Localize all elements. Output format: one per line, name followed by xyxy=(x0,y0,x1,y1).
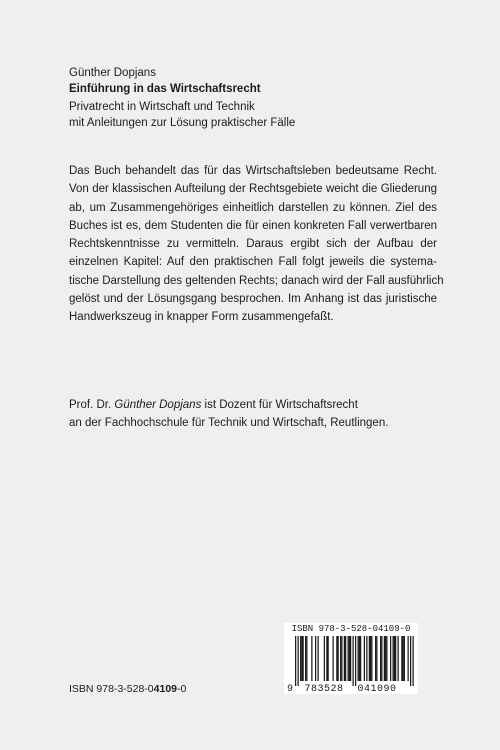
subtitle-line: mit Anleitungen zur Lösung praktischer Fälle xyxy=(69,117,296,129)
barcode-left-digits: 783528 xyxy=(304,684,344,694)
isbn-barcode xyxy=(284,623,418,694)
book-subtitle xyxy=(69,99,469,131)
bio-suffix: ist Dozent für Wirtschaftsrecht xyxy=(201,399,358,411)
barcode-bar xyxy=(384,636,385,681)
barcode-bar xyxy=(336,636,337,681)
barcode-bar xyxy=(315,636,316,681)
barcode-bar xyxy=(385,636,386,681)
barcode-bar xyxy=(398,636,399,681)
barcode-bar xyxy=(300,636,301,681)
barcode-bar xyxy=(366,636,367,681)
barcode-bar xyxy=(375,636,376,681)
barcode-bar xyxy=(380,636,381,681)
barcode-bar xyxy=(298,636,299,686)
book-header xyxy=(69,65,469,131)
description-line: Rechtskenntnisse zu vermitteln. Daraus ergibt sich der Aufbau der xyxy=(69,238,437,251)
description-line: Handwerkszeug in knapper Form zusammengefaßt. xyxy=(69,311,334,324)
barcode-bar xyxy=(358,636,359,681)
barcode-graphic xyxy=(284,635,418,694)
barcode-bar xyxy=(359,636,360,681)
barcode-bar xyxy=(408,636,409,681)
barcode-bar xyxy=(376,636,377,681)
barcode-bar xyxy=(311,636,312,681)
barcode-bar xyxy=(324,636,325,681)
barcode-bar xyxy=(303,636,304,681)
book-title: Einführung in das Wirtschaftsrecht xyxy=(69,83,261,95)
barcode-bar xyxy=(349,636,350,681)
barcode-bar xyxy=(394,636,395,681)
barcode-bar xyxy=(410,636,411,686)
description-line: Von der klassischen Aufteilung der Rechtsgebiete weicht die Gliederung xyxy=(69,183,437,196)
isbn-bold-part: 4109 xyxy=(153,683,177,695)
barcode-bar xyxy=(395,636,396,681)
bio-prefix: Prof. Dr. xyxy=(69,399,115,411)
barcode-isbn-text: ISBN 978-3-528-04109-0 xyxy=(291,624,411,634)
barcode-first-digit: 9 xyxy=(287,684,294,694)
description-line: Das Buch behandelt das für das Wirtschaftsleben bedeutsame Recht. xyxy=(69,165,437,177)
barcode-bar xyxy=(305,636,306,681)
barcode-bars xyxy=(295,636,414,686)
isbn-label xyxy=(69,683,186,695)
barcode-bar xyxy=(344,636,345,681)
description-line: ab, um Zusammengehöriges einheitlich darstellen zu können. Ziel des xyxy=(69,201,437,214)
description-line: gelöst und der Lösungsgang besprochen. Im Anhang ist das juristische xyxy=(69,293,437,306)
barcode-bar xyxy=(364,636,365,681)
author-bio xyxy=(69,396,449,432)
isbn-prefix: ISBN 978-3-528-0 xyxy=(69,683,154,695)
barcode-bar xyxy=(386,636,387,681)
barcode-bar xyxy=(370,636,371,681)
bio-line-2: an der Fachhochschule für Technik und Wirtschaft, Reutlingen. xyxy=(69,417,389,429)
barcode-bar xyxy=(355,636,356,686)
isbn-suffix: -0 xyxy=(177,683,187,695)
bio-line-1 xyxy=(69,396,449,414)
barcode-bar xyxy=(348,636,349,681)
barcode-bar xyxy=(295,636,296,686)
barcode-bar xyxy=(301,636,302,681)
author-name: Günther Dopjans xyxy=(69,67,156,79)
barcode-bar xyxy=(338,636,339,681)
barcode-bar xyxy=(404,636,405,681)
barcode-bar xyxy=(413,636,414,686)
barcode-bar xyxy=(371,636,372,681)
barcode-bar xyxy=(333,636,334,681)
barcode-bar xyxy=(403,636,404,681)
description-line: einzelnen Kapitel: Auf den praktischen Fall folgt jeweils die systema- xyxy=(69,256,437,269)
barcode-bar xyxy=(345,636,346,681)
subtitle-line: Privatrecht in Wirtschaft und Technik xyxy=(69,101,255,113)
book-description xyxy=(69,162,444,327)
barcode-bar xyxy=(326,636,327,681)
description-line: Buches ist es, dem Studenten die für einen konkreten Fall verwertbaren xyxy=(69,219,437,232)
description-line: tische Darstellung des geltenden Rechts; danach wird der Fall ausführlich xyxy=(69,274,444,287)
barcode-bar xyxy=(318,636,319,681)
barcode-right-digits: 041090 xyxy=(357,684,397,694)
barcode-bar xyxy=(350,636,351,681)
barcode-bar xyxy=(381,636,382,681)
barcode-bar xyxy=(393,636,394,681)
barcode-bar xyxy=(369,636,370,681)
bio-author-name: Günther Dopjans xyxy=(114,399,202,411)
barcode-bar xyxy=(328,636,329,681)
barcode-bar xyxy=(401,636,402,681)
barcode-bar xyxy=(390,636,391,681)
barcode-bar xyxy=(341,636,342,681)
barcode-bar xyxy=(306,636,307,681)
barcode-bar xyxy=(360,636,361,681)
barcode-bar xyxy=(340,636,341,681)
barcode-bar xyxy=(353,636,354,686)
